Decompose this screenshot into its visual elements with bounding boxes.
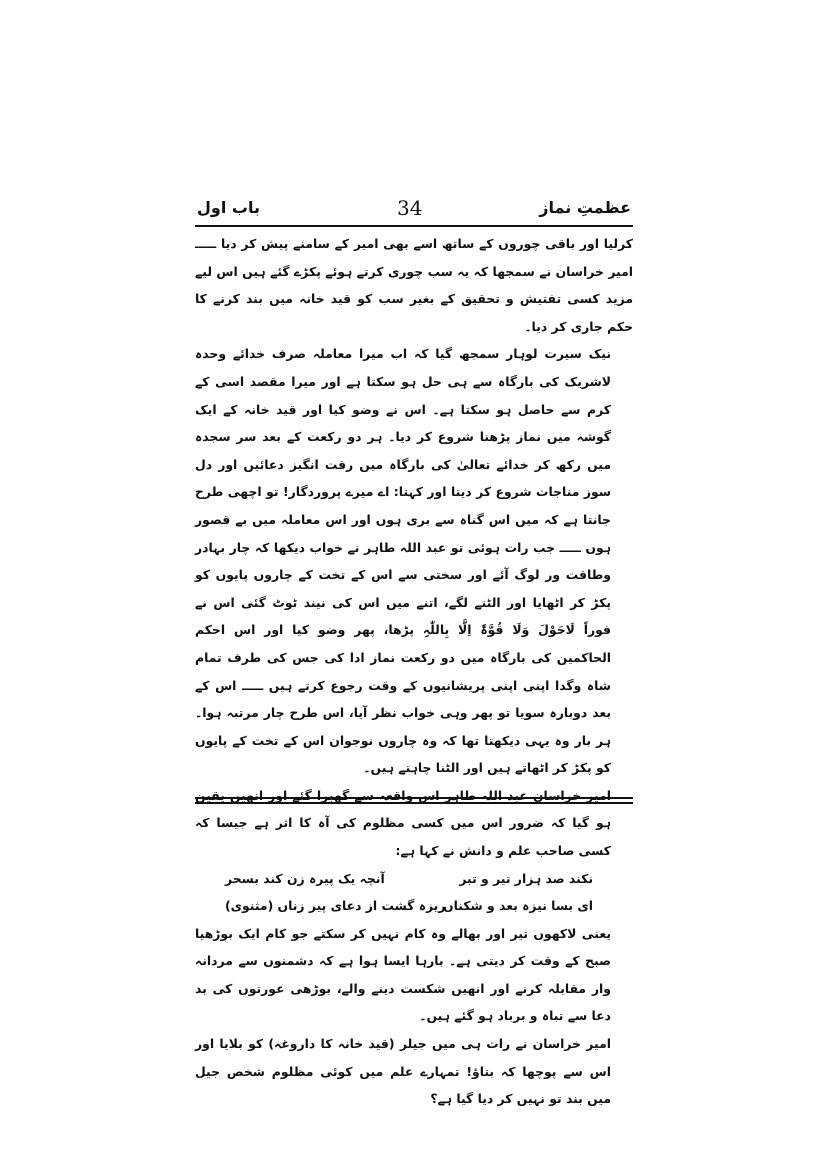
paragraph: یعنی لاکھوں تیر اور بھالے وہ کام نہیں کر سکتے جو کام ایک بوڑھیا صبح کے وقت کر دیتی ہے۔ بارہا ایسا ہوا ہے کہ دشمنوں سے مردانہ وار مقابلہ کرنے اور انھیں شکست دینے والے، بوڑھی عورتوں کی بد دعا سے تباہ و برباد ہو گئے ہیں۔ (195, 925, 611, 1024)
page-number: 34 (397, 196, 423, 220)
footer-divider (195, 802, 633, 804)
header-divider (195, 225, 633, 227)
paragraph: نیک سیرت لوہار سمجھ گیا کہ اب میرا معاملہ صرف خدائے وحدہ لاشریک کی بارگاہ سے ہی حل ہو سکتا ہے اور میرا مقصد اسی کے کرم سے حاصل ہو سکتا ہے۔ اس نے وضو کیا اور قید خانہ کے ایک گوشہ میں نماز پڑھنا شروع کر دیا۔ ہر دو رکعت کے بعد سر سجدہ میں رکھ کر خدائے تعالیٰ کی بارگاہ میں رقت انگیز دعائیں اور دل سوز مناجات شروع کر دیتا اور کہتا: اے میرے پروردگار! تو اچھی طرح جانتا ہے کہ میں اس گناہ سے بری ہوں اور اس معاملہ میں بے قصور ہوں ـــــ جب رات ہوئی تو عبد اللہ طاہر نے خواب دیکھا کہ چار بہادر وطاقت ور لوگ آئے اور سختی سے اس کے تخت کے چاروں پایوں کو پکڑ کر اٹھایا اور الٹنے لگے، اتنے میں اس کی نیند ٹوٹ گئی اس نے فوراً لَاحَوْلَ وَلَا قُوَّۃَ اِلَّا بِاللّٰہِ پڑھا، پھر وضو کیا اور اس احکم الحاکمین کی بارگاہ میں دو رکعت نماز ادا کی جس کی طرف تمام شاہ وگدا اپنی اپنی پریشانیوں کے وقت رجوع کرتے ہیں ـــــ اس کے بعد دوبارہ سویا تو پھر وہی خواب نظر آیا، اس طرح چار مرتبہ ہوا۔ ہر بار وہ یہی دیکھتا تھا کہ وہ چاروں نوجوان اس کے تخت کے پایوں کو پکڑ کر اٹھاتے ہیں اور الٹنا چاہتے ہیں۔ (195, 346, 611, 776)
paragraph: امیر خراسان عبد اللہ طاہر اس واقعہ سے گھبرا گئے اور انھیں یقین ہو گیا کہ ضرور اس میں کسی مظلوم کی آہ کا اثر ہے جیسا کہ کسی صاحب علم و دانش نے کہا ہے: (195, 787, 611, 859)
page-body (195, 230, 633, 1113)
paragraph: کرلیا اور باقی چوروں کے ساتھ اسے بھی امیر کے سامنے پیش کر دیا ـــــ امیر خراسان نے سمجھا کہ یہ سب چوری کرتے ہوئے پکڑے گئے ہیں اس لیے مزید کسی تفتیش و تحقیق کے بغیر سب کو قید خانہ میں بند کرنے کا حکم جاری کر دیا۔ (195, 236, 633, 334)
footer-divider (195, 797, 633, 799)
chapter-title: باب اول (197, 198, 260, 217)
poem-hemistich: نکند صد ہزار تیر و تبر (459, 870, 593, 886)
poem-hemistich: آنچہ یک پیرہ زن کند بسحر (225, 870, 385, 886)
paragraph: امیر خراسان نے رات ہی میں جیلر (قید خانہ کا داروغہ) کو بلایا اور اس سے پوچھا کہ بتاؤ! تمہارے علم میں کوئی مظلوم شخص جیل میں بند تو نہیں کر دیا گیا ہے؟ (195, 1036, 611, 1107)
poem-hemistich: ریزہ گشت از دعای پیر زناں (مثنوی) (225, 898, 446, 914)
poem-couplet (195, 865, 633, 920)
page-header (197, 196, 631, 224)
poem-line (195, 892, 633, 920)
poem-line (195, 865, 633, 893)
poem-hemistich: ای بسا نیزہ بعد و شکناں (443, 898, 593, 914)
book-title: عظمتِ نماز (539, 198, 631, 217)
